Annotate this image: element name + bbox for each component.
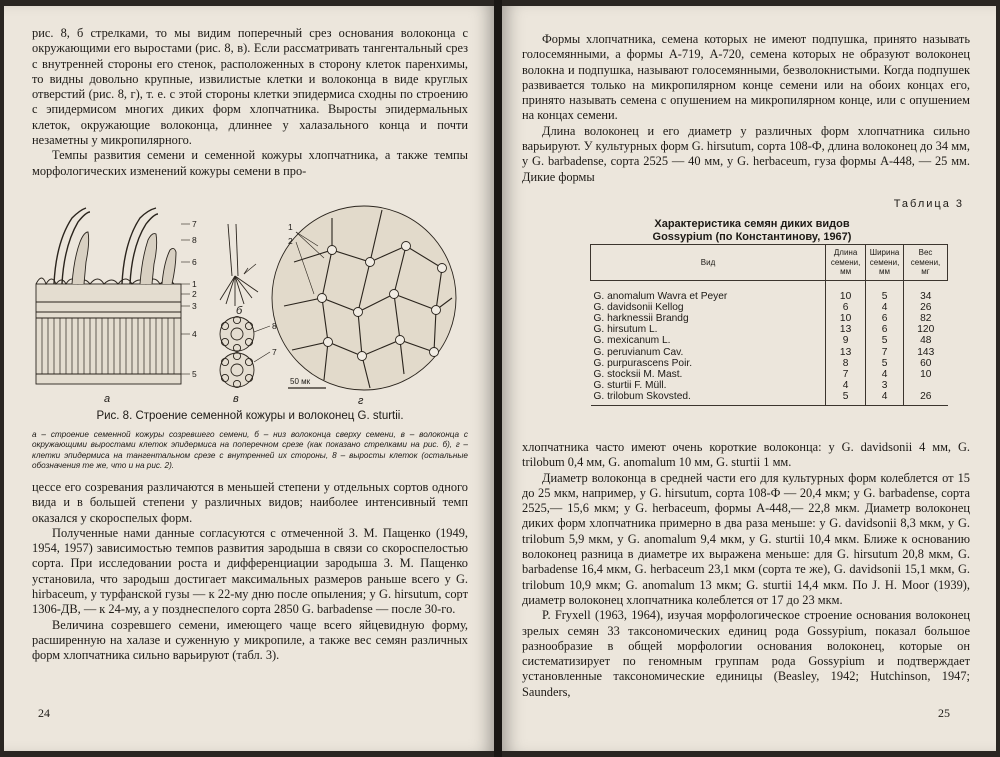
cell-species: G. anomalum Wavra et Peyer: [593, 290, 728, 302]
table-header-row: [591, 245, 948, 281]
cell-length: 7: [826, 369, 866, 380]
cell-weight: 82: [904, 313, 948, 324]
table-row: [591, 358, 948, 369]
cell-weight: 60: [904, 358, 948, 369]
left-paragraph-5: Величина созревшего семени, имеющего чаще всего яйцевидную форму, расширенную на халазе и суженную у микропиле, а также вес семян различных форм хлопчатника сильно варьируют (табл. 3).: [32, 617, 468, 663]
table-row: [591, 369, 948, 380]
figure-8-drawing: [32, 202, 468, 407]
header-width: Ширина семени, мм: [866, 245, 904, 281]
label-v-8: 8: [272, 321, 277, 331]
table-title: [562, 218, 942, 244]
cell-width: 6: [866, 313, 904, 324]
cell-weight: 120: [904, 324, 948, 335]
label-a-7: 7: [192, 219, 197, 229]
cell-width: 4: [866, 391, 904, 405]
cell-width: 5: [866, 335, 904, 346]
scale-bar-label: 50 мк: [290, 377, 311, 386]
cell-weight: 26: [904, 302, 948, 313]
cell-weight: 143: [904, 347, 948, 358]
label-a-5: 5: [192, 369, 197, 379]
panel-b-fibre-base: [220, 224, 258, 306]
label-g-2: 2: [288, 236, 293, 246]
cell-length: 6: [826, 302, 866, 313]
cell-width: 4: [866, 369, 904, 380]
table-row: [591, 347, 948, 358]
cell-length: 5: [826, 391, 866, 405]
header-length: Длина семени, мм: [826, 245, 866, 281]
label-a-3: 3: [192, 301, 197, 311]
left-paragraph-2: Темпы развития семени и семенной кожуры хлопчатника, а также темпы морфологических изменений кожуры семени в про-: [32, 148, 468, 178]
figure-8: [32, 202, 468, 407]
cell-weight: 34: [904, 280, 948, 302]
table-row: [591, 313, 948, 324]
cell-width: 6: [866, 324, 904, 335]
figure-caption: Рис. 8. Строение семенной кожуры и волоконец G. sturtii.: [96, 410, 404, 422]
left-paragraph-1: рис. 8, б стрелками, то мы видим поперечный срез основания волоконца с окружающими его выростами (рис. 8, в). Если рассматривать тангентальный срез с внутренней стороны его стенок, расположенных в сторону клеток паренхимы, то видны довольно крупные, извилистые клетки и волоконца в виде круглых отверстий (рис. 8, г), т. е. с этой стороны клетки эпидермиса сходны по строению с эпидермисом многих диких форм хлопчатника. Выросты эпидермальных клеток, окружающие волоконца, длиннее у халазального конца и почти незаметны у микропилярного.: [32, 26, 468, 148]
label-a-8: 8: [192, 235, 197, 245]
right-paragraph-3: хлопчатника часто имеют очень короткие волоконца: у G. davidsonii 4 мм, G. trilobum 0,4 мм, G. anomalum 10 мм, G. sturtii 1 мм.: [522, 440, 970, 470]
panel-g-tangential-section: [272, 206, 456, 390]
cell-species: G. davidsonii Kellog: [593, 301, 684, 313]
right-paragraph-2: Длина волоконец и его диаметр у различных форм хлопчатника сильно варьируют. У культурных форм G. hirsutum, сорта 108-Ф, длина волоконец до 34 мм, у G. barbadense, сорта 2525 — 40 мм, у G. herbaceum, гуза формы А-448, — 25 мм. Дикие формы: [522, 123, 970, 184]
label-a-2: 2: [192, 289, 197, 299]
cell-length: 13: [826, 347, 866, 358]
cell-length: 10: [826, 313, 866, 324]
cell-species: G. peruvianum Cav.: [593, 346, 684, 358]
table-row: [591, 302, 948, 313]
cell-length: 10: [826, 280, 866, 302]
cell-width: 5: [866, 358, 904, 369]
page-number-left: 24: [38, 706, 50, 720]
cell-width: 4: [866, 302, 904, 313]
table-title-line-1: Характеристика семян диких видов: [654, 218, 850, 230]
header-weight: Вес семени, мг: [904, 245, 948, 281]
book-gutter: [494, 0, 502, 757]
label-a-6: 6: [192, 257, 197, 267]
right-bottom-text: [522, 440, 970, 700]
cell-width: 7: [866, 347, 904, 358]
panel-v-cross-sections: [220, 316, 270, 387]
table-row: [591, 335, 948, 346]
table-row: [591, 324, 948, 335]
cell-length: 8: [826, 358, 866, 369]
table-row: [591, 280, 948, 302]
right-paragraph-5: P. Fryxell (1963, 1964), изучая морфологическое строение основания волоконец зрелых семян 33 таксономических единиц рода Gossypium, показал большое разнообразие в общей морфологии основания волоконец, которые он систематизирует по геномным группам рода Gossypium и подтверждает установленные таксономические единицы (Beasley, 1942; Hutchinson, 1947; Saunders,: [522, 608, 970, 699]
table-label: Таблица 3: [893, 198, 964, 210]
cell-weight: 10: [904, 369, 948, 380]
cell-length: 13: [826, 324, 866, 335]
label-panel-g: г: [358, 395, 364, 407]
figure-legend: а – строение семенной кожуры созревшего семени, б – низ волоконца сверху семени, в – волоконца с окружающими выростами клеток эпидермиса на поперечном срезе (как показано стрелками на рис. б), г – клетки эпидермиса на тангентальном срезе с внутренней их стороны, 8 – выросты клеток (остальные обозначения те же, что и на рис. 2).: [32, 430, 468, 471]
cell-species: G. stocksii M. Mast.: [593, 368, 683, 380]
cell-weight: 26: [904, 391, 948, 405]
label-panel-b: б: [236, 305, 243, 317]
label-panel-v: в: [233, 393, 239, 405]
header-species: Вид: [591, 245, 826, 281]
left-bottom-text: [32, 480, 468, 664]
left-paragraph-3: цессе его созревания различаются в меньшей степени у отдельных сортов одного вида и в большей степени у различных видов; наиболее интенсивный темп оказался у скороспелых форм.: [32, 480, 468, 525]
label-a-4: 4: [192, 329, 197, 339]
table-row: [591, 380, 948, 391]
left-paragraph-4: Полученные нами данные согласуются с отмеченной З. М. Пащенко (1949, 1954, 1957) зависимостью темпов развития зародыша в связи со скороспелостью сорта. При исследовании роста и дифференциации зародыша З. М. Пащенко установила, что зародыш достигает максимальных размеров раньше всего у G. hirbaceum, у турфанской гузы — к 22-му дню после опыления; у G. hirsutum, сорт 1306-ДВ, — к 24-му, а у позднеспелого сорта 2850 G. barbadense — после 30-го.: [32, 525, 468, 617]
cell-width: 3: [866, 380, 904, 391]
label-a-1: 1: [192, 279, 197, 289]
cell-species: G. purpurascens Poir.: [593, 357, 693, 369]
cell-species: G. mexicanum L.: [593, 335, 671, 347]
cell-width: 5: [866, 280, 904, 302]
cell-species: G. harknessii Brandg: [593, 312, 689, 324]
table-body: [591, 280, 948, 405]
label-v-7: 7: [272, 347, 277, 357]
right-paragraph-4: Диаметр волоконца в средней части его для культурных форм колеблется от 15 до 25 мкм, например, у G. hirsutum, сорта 108-Ф — 20,4 мкм; у G. barbadense, сорта 2525,— 15,6 мкм; у G. herbaceum, формы А-448,— 22,8 мкм. Диаметр волоконец диких форм хлопчатника примерно в два раза меньше: у G. davidsonii 8,3 мкм, у G. trilobum 5,9 мкм, у G. anomalum 9,4 мкм, у G. sturtii 10,4 мкм. Ближе к основанию волоконец разница в диаметре их выражена меньше: для G. hirsutum 20,8 мкм, G. barbadense 16,4 мкм, G. herbaceum 23,1 мкм (сорта те же), G. davidsonii 15,1 мкм, G. trilobum 10,9 мкм; G. anomalum 13 мкм; G. sturtii 14,4 мкм. По J. H. Moor (1939), диаметр волоконец хлопчатника колеблется от 17 до 23 мкм.: [522, 470, 970, 607]
right-page: [502, 6, 996, 751]
table-title-line-2: Gossypium (по Константинову, 1967): [652, 231, 852, 243]
table-row: [591, 391, 948, 405]
cell-species: G. trilobum Skovsted.: [591, 391, 826, 405]
cell-weight: 48: [904, 335, 948, 346]
cell-species: G. sturtii F. Müll.: [593, 380, 667, 392]
right-paragraph-1: Формы хлопчатника, семена которых не имеют подпушка, принято называть голосемянными, а формы А-719, А-720, семена которых не образуют волоконец волокна и подпушка, называют голосемянными, безволокнистыми. Когда подпушек развивается только на микропилярном конце семени или на обоих концах его, принято называть семена с опушением на микропилярном конце, или с опушением на концах семени.: [522, 32, 970, 123]
cell-weight: [904, 380, 948, 391]
cell-species: G. hirsutum L.: [593, 324, 658, 336]
right-top-text: [522, 32, 970, 185]
cell-length: 9: [826, 335, 866, 346]
panel-a-seed-coat: [36, 208, 190, 384]
left-top-text: [32, 26, 468, 179]
label-g-1: 1: [288, 222, 293, 232]
left-page: [4, 6, 494, 751]
page-number-right: 25: [938, 706, 950, 720]
cell-length: 4: [826, 380, 866, 391]
seed-characteristics-table: [590, 244, 948, 406]
label-panel-a: а: [104, 393, 111, 405]
